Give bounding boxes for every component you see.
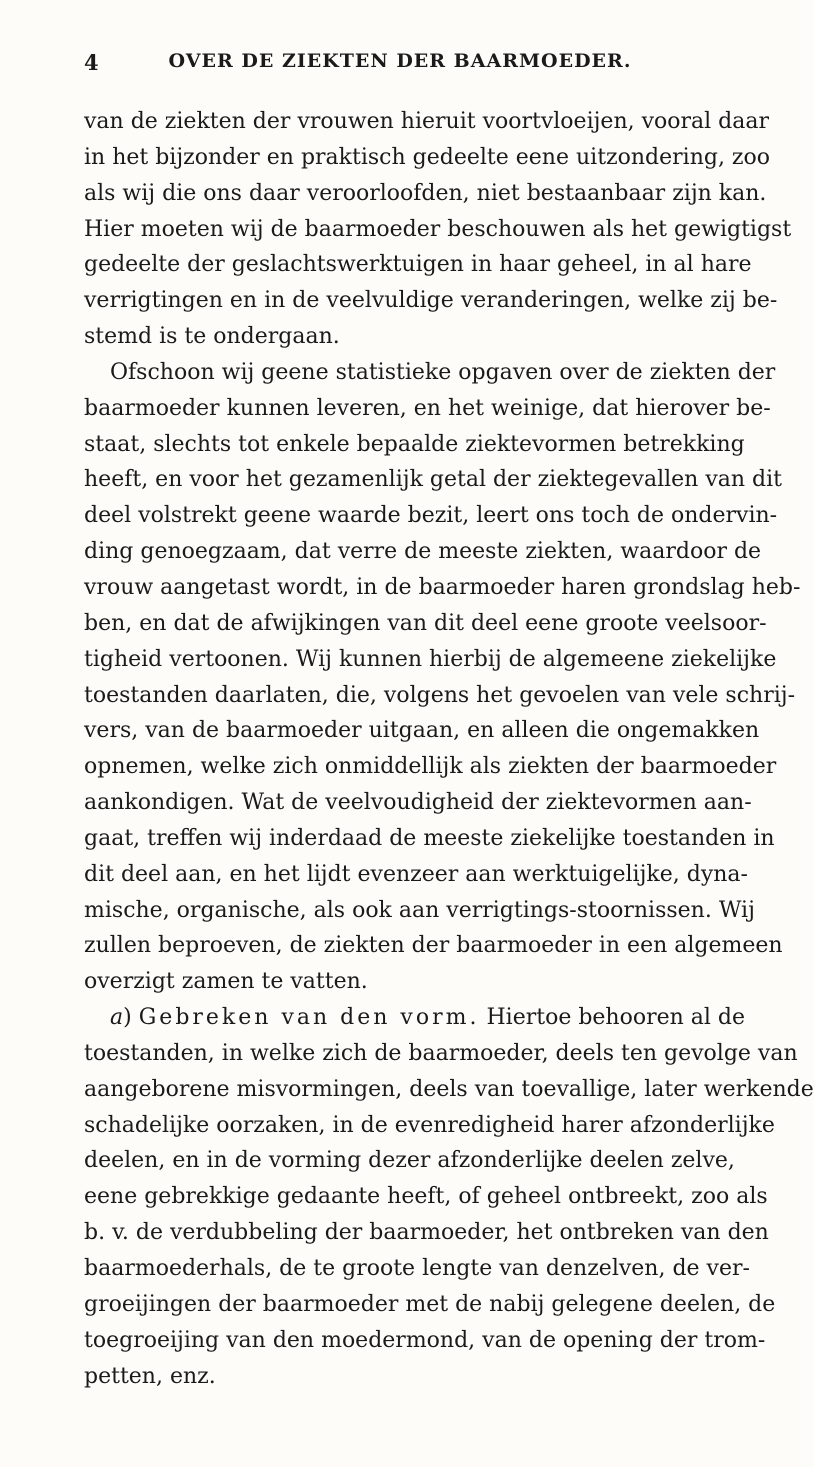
text-line: tigheid vertoonen. Wij kunnen hierbij de algemeene ziekelijke xyxy=(84,646,777,672)
text-line: groeijingen der baarmoeder met de nabij gelegene deelen, de xyxy=(84,1291,776,1317)
text-line: Hier moeten wij de baarmoeder beschouwen als het gewigtigst xyxy=(84,216,792,242)
text-line: toestanden daarlaten, die, volgens het gevoelen van vele schrij- xyxy=(84,682,796,708)
text-line: stemd is te ondergaan. xyxy=(84,324,340,350)
text-line: heeft, en voor het gezamenlijk getal der ziektegevallen van dit xyxy=(84,467,782,493)
page-number: 4 xyxy=(84,50,99,75)
section-marker: a xyxy=(110,1005,124,1031)
text-line: b. v. de verdubbeling der baarmoeder, het ontbreken van den xyxy=(84,1220,769,1246)
text-line: petten, enz. xyxy=(84,1363,216,1389)
text-line: in het bijzonder en praktisch gedeelte eene uitzondering, zoo xyxy=(84,144,771,170)
text-line: baarmoeder kunnen leveren, en het weinige, dat hierover be- xyxy=(84,395,771,421)
page-header xyxy=(84,50,716,80)
text-line: mische, organische, als ook aan verrigtings-stoornissen. Wij xyxy=(84,897,755,923)
text-line: toegroeijing van den moedermond, van de opening der trom- xyxy=(84,1327,766,1353)
text-line: toestanden, in welke zich de baarmoeder, deels ten gevolge van xyxy=(84,1040,798,1066)
text-line: gedeelte der geslachtswerktuigen in haar geheel, in al hare xyxy=(84,252,752,278)
text-line: baarmoederhals, de te groote lengte van denzelven, de ver- xyxy=(84,1256,750,1281)
text-line: van de ziekten der vrouwen hieruit voortvloeijen, vooral daar xyxy=(84,109,770,134)
body-text xyxy=(84,104,814,1394)
text-line: vers, van de baarmoeder uitgaan, en alleen die ongemakken xyxy=(84,718,760,744)
text-line: overzigt zamen te vatten. xyxy=(84,969,368,995)
section-heading: Gebreken van den vorm. xyxy=(138,1005,480,1031)
text-line: staat, slechts tot enkele bepaalde ziektevormen betrekking xyxy=(84,431,745,457)
running-title: OVER DE ZIEKTEN DER BAARMOEDER. xyxy=(168,50,632,72)
text-line: zullen beproeven, de ziekten der baarmoeder in een algemeen xyxy=(84,933,783,959)
text-line: deelen, en in de vorming dezer afzonderlijke deelen zelve, xyxy=(84,1148,735,1174)
text-line: gaat, treffen wij inderdaad de meeste ziekelijke toestanden in xyxy=(84,825,775,851)
section-first-line-rest: Hiertoe behooren al de xyxy=(486,1005,746,1031)
text-line: schadelijke oorzaken, in de evenredigheid harer afzonderlijke xyxy=(84,1112,775,1138)
text-line: dit deel aan, en het lijdt evenzeer aan werktuigelijke, dyna- xyxy=(84,861,748,887)
text-line: Ofschoon wij geene statistieke opgaven over de ziekten der xyxy=(110,359,776,385)
section-marker-suffix: ) xyxy=(123,1005,132,1031)
text-line: vrouw aangetast wordt, in de baarmoeder haren grondslag heb- xyxy=(84,574,801,600)
text-line: verrigtingen en in de veelvuldige veranderingen, welke zij be- xyxy=(84,288,778,314)
text-line: opnemen, welke zich onmiddellijk als ziekten der baarmoeder xyxy=(84,754,777,780)
text-line: ben, en dat de afwijkingen van dit deel eene groote veelsoor- xyxy=(84,610,767,636)
text-line: ding genoegzaam, dat verre de meeste ziekten, waardoor de xyxy=(84,539,762,565)
text-line: eene gebrekkige gedaante heeft, of geheel ontbreekt, zoo als xyxy=(84,1184,768,1210)
text-line: aangeborene misvormingen, deels van toevallige, later werkende xyxy=(84,1076,814,1102)
text-line: als wij die ons daar veroorloofden, niet bestaanbaar zijn kan. xyxy=(84,180,767,206)
text-line: deel volstrekt geene waarde bezit, leert ons toch de ondervin- xyxy=(84,503,778,529)
section-a-heading-line xyxy=(84,1000,746,1036)
text-line: aankondigen. Wat de veelvoudigheid der ziektevormen aan- xyxy=(84,790,752,816)
